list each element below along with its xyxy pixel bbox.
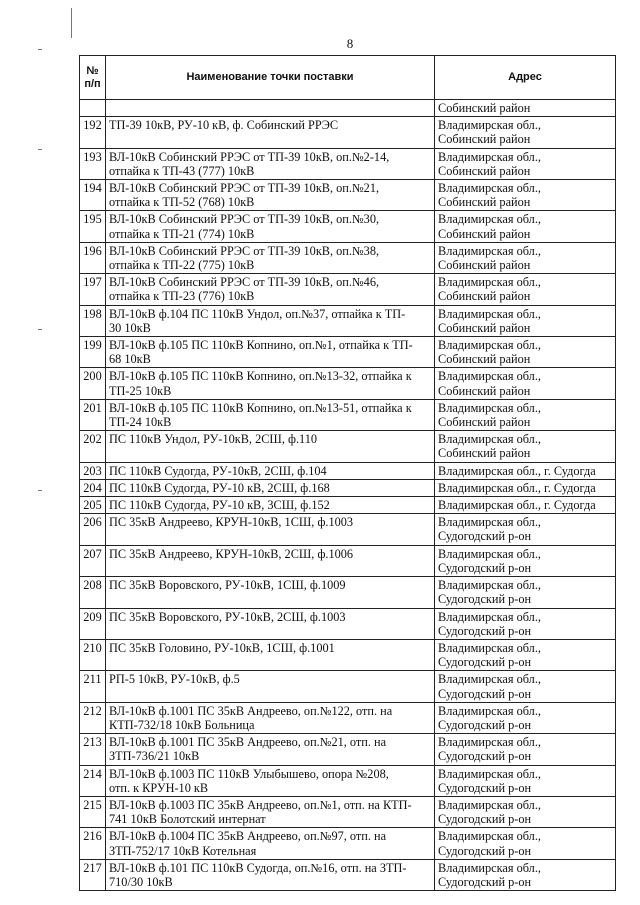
- table-row: [80, 639, 616, 670]
- address-line: Собинский район: [438, 415, 531, 430]
- address-line: Владимирская обл.,: [438, 640, 541, 655]
- address-cell: [435, 368, 616, 399]
- address-line: Судогодский р-он: [438, 812, 532, 827]
- supply-point-name-cell: [106, 639, 435, 670]
- supply-point-name-cell: [106, 608, 435, 639]
- address-line: Владимирская обл.,: [438, 306, 541, 321]
- address-line: Владимирская обл.,: [438, 703, 541, 718]
- address-line: Судогодский р-он: [438, 686, 532, 701]
- supply-point-name-cell: [106, 305, 435, 336]
- table-row: [80, 608, 616, 639]
- supply-point-name-cell: [106, 702, 435, 733]
- address-line: Владимирская обл.,: [438, 118, 541, 133]
- name-line: ВЛ-10кВ ф.104 ПС 110кВ Ундол, оп.№37, отпайка к ТП-: [109, 306, 406, 321]
- name-line: ВЛ-10кВ ф.1004 ПС 35кВ Андреево, оп.№97, отп. на: [109, 829, 387, 844]
- table-row: [80, 305, 616, 336]
- address-line: Владимирская обл.,: [438, 829, 541, 844]
- name-line: ВЛ-10кВ ф.101 ПС 110кВ Судогда, оп.№16, отп. на ЗТП-: [109, 860, 407, 875]
- name-line: 68 10кВ: [109, 352, 151, 367]
- table-row: [80, 514, 616, 545]
- address-line: Судогодский р-он: [438, 655, 532, 670]
- name-line: ВЛ-10кВ Собинский РРЭС от ТП-39 10кВ, оп.№46,: [109, 275, 380, 290]
- row-number-cell: 202: [80, 431, 106, 462]
- row-number-cell: 196: [80, 242, 106, 273]
- scan-margin-mark: [38, 149, 42, 150]
- row-number-cell: 201: [80, 399, 106, 430]
- address-cell: [435, 274, 616, 305]
- address-line: Собинский район: [438, 163, 531, 178]
- name-line: ТП-39 10кВ, РУ-10 кВ, ф. Собинский РРЭС: [109, 118, 339, 133]
- address-line: Владимирская обл.,: [438, 243, 541, 258]
- address-line: Собинский район: [438, 226, 531, 241]
- row-number-cell: 206: [80, 514, 106, 545]
- name-line: отпайка к ТП-22 (775) 10кВ: [109, 258, 255, 273]
- header-address: Адрес: [435, 56, 616, 100]
- name-line: ПС 35кВ Головино, РУ-10кВ, 1СШ, ф.1001: [109, 640, 335, 655]
- supply-point-name-cell: [106, 117, 435, 148]
- supply-point-name-cell: [106, 765, 435, 796]
- address-line: Владимирская обл.,: [438, 515, 541, 530]
- address-line: Собинский район: [438, 289, 531, 304]
- row-number-cell: 192: [80, 117, 106, 148]
- address-line: Собинский район: [438, 320, 531, 335]
- address-cell: [435, 148, 616, 179]
- name-line: ПС 35кВ Воровского, РУ-10кВ, 1СШ, ф.1009: [109, 578, 346, 593]
- table-row: [80, 180, 616, 211]
- scan-margin-mark: [38, 490, 42, 491]
- address-cell: [435, 514, 616, 545]
- name-line: 710/30 10кВ: [109, 874, 173, 889]
- row-number-cell: 209: [80, 608, 106, 639]
- header-name: Наименование точки поставки: [106, 56, 435, 100]
- row-number-cell: 203: [80, 462, 106, 479]
- name-line: отпайка к ТП-52 (768) 10кВ: [109, 195, 255, 210]
- address-cell: [435, 577, 616, 608]
- address-line: Судогодский р-он: [438, 749, 532, 764]
- supply-point-name-cell: [106, 368, 435, 399]
- supply-point-name-cell: [106, 462, 435, 479]
- name-line: ВЛ-10кВ ф.105 ПС 110кВ Копнино, оп.№1, отпайка к ТП-: [109, 338, 413, 353]
- table-row: [80, 545, 616, 576]
- scan-margin-mark: [71, 8, 72, 38]
- supply-point-name-cell: [106, 514, 435, 545]
- address-line: Судогодский р-он: [438, 529, 532, 544]
- address-line: Судогодский р-он: [438, 717, 532, 732]
- address-line: Судогодский р-он: [438, 623, 532, 638]
- address-line: Судогодский р-он: [438, 560, 532, 575]
- continuation-number-cell: [80, 100, 106, 117]
- address-line: Владимирская обл., г. Судогда: [438, 498, 596, 513]
- table-row: [80, 399, 616, 430]
- address-cell: [435, 702, 616, 733]
- table-row: [80, 577, 616, 608]
- address-line: Владимирская обл.,: [438, 766, 541, 781]
- table-row: [80, 671, 616, 702]
- table-row: [80, 211, 616, 242]
- address-cell: [435, 305, 616, 336]
- name-line: ПС 110кВ Ундол, РУ-10кВ, 2СШ, ф.110: [109, 432, 318, 447]
- name-line: отпайка к ТП-21 (774) 10кВ: [109, 226, 255, 241]
- table-row: [80, 734, 616, 765]
- address-line: Владимирская обл.,: [438, 672, 541, 687]
- row-number-cell: 212: [80, 702, 106, 733]
- address-line: Владимирская обл.,: [438, 432, 541, 447]
- address-line: Судогодский р-он: [438, 843, 532, 858]
- address-line: Собинский район: [438, 132, 531, 147]
- address-line: Владимирская обл.,: [438, 181, 541, 196]
- name-line: ВЛ-10кВ ф.1003 ПС 35кВ Андреево, оп.№1, отп. на КТП-: [109, 797, 412, 812]
- address-line: Владимирская обл.,: [438, 400, 541, 415]
- supply-point-name-cell: [106, 671, 435, 702]
- name-line: ПС 110кВ Судогда, РУ-10 кВ, 3СШ, ф.152: [109, 498, 330, 513]
- supply-point-name-cell: [106, 796, 435, 827]
- address-line: Собинский район: [438, 352, 531, 367]
- address-cell: [435, 337, 616, 368]
- name-line: ВЛ-10кВ Собинский РРЭС от ТП-39 10кВ, оп.№38,: [109, 243, 380, 258]
- row-number-cell: 215: [80, 796, 106, 827]
- address-line: Владимирская обл.,: [438, 578, 541, 593]
- row-number-cell: 207: [80, 545, 106, 576]
- name-line: ВЛ-10кВ ф.105 ПС 110кВ Копнино, оп.№13-32, отпайка к: [109, 369, 412, 384]
- table-row: [80, 148, 616, 179]
- address-cell: [435, 431, 616, 462]
- row-number-cell: 198: [80, 305, 106, 336]
- address-cell: [435, 479, 616, 496]
- supply-point-name-cell: [106, 734, 435, 765]
- address-cell: [435, 671, 616, 702]
- address-cell: [435, 211, 616, 242]
- table-row: [80, 337, 616, 368]
- address-line: Собинский район: [438, 446, 531, 461]
- address-line: Собинский район: [438, 258, 531, 273]
- row-number-cell: 200: [80, 368, 106, 399]
- address-line: Собинский район: [438, 383, 531, 398]
- name-line: ПС 35кВ Андреево, КРУН-10кВ, 2СШ, ф.1006: [109, 546, 354, 561]
- name-line: ВЛ-10кВ ф.1001 ПС 35кВ Андреево, оп.№21, отп. на: [109, 735, 387, 750]
- page-number: 8: [346, 36, 354, 51]
- address-line: Владимирская обл.,: [438, 275, 541, 290]
- row-number-cell: 195: [80, 211, 106, 242]
- name-line: 30 10кВ: [109, 320, 151, 335]
- address-line: Владимирская обл.,: [438, 149, 541, 164]
- table-row: [80, 702, 616, 733]
- address-cell: [435, 399, 616, 430]
- name-line: ТП-25 10кВ: [109, 383, 172, 398]
- address-cell: [435, 828, 616, 859]
- table-row: [80, 479, 616, 496]
- supply-point-name-cell: [106, 431, 435, 462]
- row-number-cell: 214: [80, 765, 106, 796]
- name-line: отпайка к ТП-23 (776) 10кВ: [109, 289, 255, 304]
- address-line: Собинский район: [438, 101, 531, 115]
- row-number-cell: 213: [80, 734, 106, 765]
- address-line: Владимирская обл., г. Судогда: [438, 463, 596, 478]
- supply-point-name-cell: [106, 211, 435, 242]
- table-row: [80, 242, 616, 273]
- address-cell: [435, 734, 616, 765]
- supply-points-table: [79, 55, 616, 891]
- table-row: [80, 497, 616, 514]
- header-number: № п/п: [80, 56, 106, 100]
- table-row: [80, 274, 616, 305]
- row-number-cell: 210: [80, 639, 106, 670]
- name-line: ВЛ-10кВ ф.105 ПС 110кВ Копнино, оп.№13-51, отпайка к: [109, 400, 412, 415]
- address-line: Владимирская обл.,: [438, 735, 541, 750]
- supply-point-name-cell: [106, 497, 435, 514]
- supply-point-name-cell: [106, 828, 435, 859]
- address-line: Владимирская обл.,: [438, 797, 541, 812]
- row-number-cell: 205: [80, 497, 106, 514]
- address-cell: [435, 639, 616, 670]
- address-cell: [435, 545, 616, 576]
- address-cell: [435, 462, 616, 479]
- address-line: Владимирская обл.,: [438, 212, 541, 227]
- table-row: [80, 431, 616, 462]
- name-line: РП-5 10кВ, РУ-10кВ, ф.5: [109, 672, 240, 687]
- address-line: Судогодский р-он: [438, 874, 532, 889]
- name-line: отпайка к ТП-43 (777) 10кВ: [109, 163, 255, 178]
- table-row: [80, 828, 616, 859]
- name-line: 741 10кВ Болотский интернат: [109, 812, 266, 827]
- row-number-cell: 197: [80, 274, 106, 305]
- row-number-cell: 211: [80, 671, 106, 702]
- table-row: [80, 117, 616, 148]
- name-line: ВЛ-10кВ Собинский РРЭС от ТП-39 10кВ, оп.№21,: [109, 181, 380, 196]
- supply-point-name-cell: [106, 242, 435, 273]
- continuation-address-cell: [435, 100, 616, 117]
- address-line: Судогодский р-он: [438, 592, 532, 607]
- table-header-row: [80, 56, 616, 100]
- address-line: Судогодский р-он: [438, 780, 532, 795]
- row-number-cell: 199: [80, 337, 106, 368]
- table-row: [80, 859, 616, 890]
- address-cell: [435, 497, 616, 514]
- supply-point-name-cell: [106, 399, 435, 430]
- supply-point-name-cell: [106, 274, 435, 305]
- continuation-row: [80, 100, 616, 117]
- scan-margin-mark: [38, 329, 42, 330]
- supply-point-name-cell: [106, 545, 435, 576]
- address-cell: [435, 117, 616, 148]
- name-line: ПС 35кВ Андреево, КРУН-10кВ, 1СШ, ф.1003: [109, 515, 354, 530]
- address-line: Владимирская обл., г. Судогда: [438, 480, 596, 495]
- name-line: ПС 35кВ Воровского, РУ-10кВ, 2СШ, ф.1003: [109, 609, 346, 624]
- table-row: [80, 462, 616, 479]
- row-number-cell: 217: [80, 859, 106, 890]
- address-line: Владимирская обл.,: [438, 338, 541, 353]
- address-cell: [435, 242, 616, 273]
- name-line: ВЛ-10кВ ф.1003 ПС 110кВ Улыбышево, опора №208,: [109, 766, 389, 781]
- address-line: Владимирская обл.,: [438, 609, 541, 624]
- address-cell: [435, 180, 616, 211]
- supply-point-name-cell: [106, 577, 435, 608]
- row-number-cell: 193: [80, 148, 106, 179]
- address-line: Собинский район: [438, 195, 531, 210]
- name-line: ВЛ-10кВ Собинский РРЭС от ТП-39 10кВ, оп.№30,: [109, 212, 380, 227]
- address-cell: [435, 765, 616, 796]
- address-cell: [435, 796, 616, 827]
- name-line: ТП-24 10кВ: [109, 415, 172, 430]
- continuation-name-cell: [106, 100, 435, 117]
- row-number-cell: 204: [80, 479, 106, 496]
- name-line: ЗТП-736/21 10кВ: [109, 749, 200, 764]
- name-line: отп. к КРУН-10 кВ: [109, 780, 209, 795]
- supply-point-name-cell: [106, 859, 435, 890]
- name-line: ВЛ-10кВ ф.1001 ПС 35кВ Андреево, оп.№122, отп. на: [109, 703, 393, 718]
- name-line: ПС 110кВ Судогда, РУ-10кВ, 2СШ, ф.104: [109, 463, 327, 478]
- name-line: ПС 110кВ Судогда, РУ-10 кВ, 2СШ, ф.168: [109, 480, 330, 495]
- supply-point-name-cell: [106, 148, 435, 179]
- supply-point-name-cell: [106, 337, 435, 368]
- table-row: [80, 796, 616, 827]
- name-line: ВЛ-10кВ Собинский РРЭС от ТП-39 10кВ, оп.№2-14,: [109, 149, 390, 164]
- row-number-cell: 208: [80, 577, 106, 608]
- supply-point-name-cell: [106, 479, 435, 496]
- address-line: Владимирская обл.,: [438, 546, 541, 561]
- name-line: ЗТП-752/17 10кВ Котельная: [109, 843, 257, 858]
- address-cell: [435, 859, 616, 890]
- address-line: Владимирская обл.,: [438, 369, 541, 384]
- table-row: [80, 765, 616, 796]
- supply-point-name-cell: [106, 180, 435, 211]
- table-row: [80, 368, 616, 399]
- row-number-cell: 194: [80, 180, 106, 211]
- address-line: Владимирская обл.,: [438, 860, 541, 875]
- name-line: КТП-732/18 10кВ Больница: [109, 717, 255, 732]
- address-cell: [435, 608, 616, 639]
- row-number-cell: 216: [80, 828, 106, 859]
